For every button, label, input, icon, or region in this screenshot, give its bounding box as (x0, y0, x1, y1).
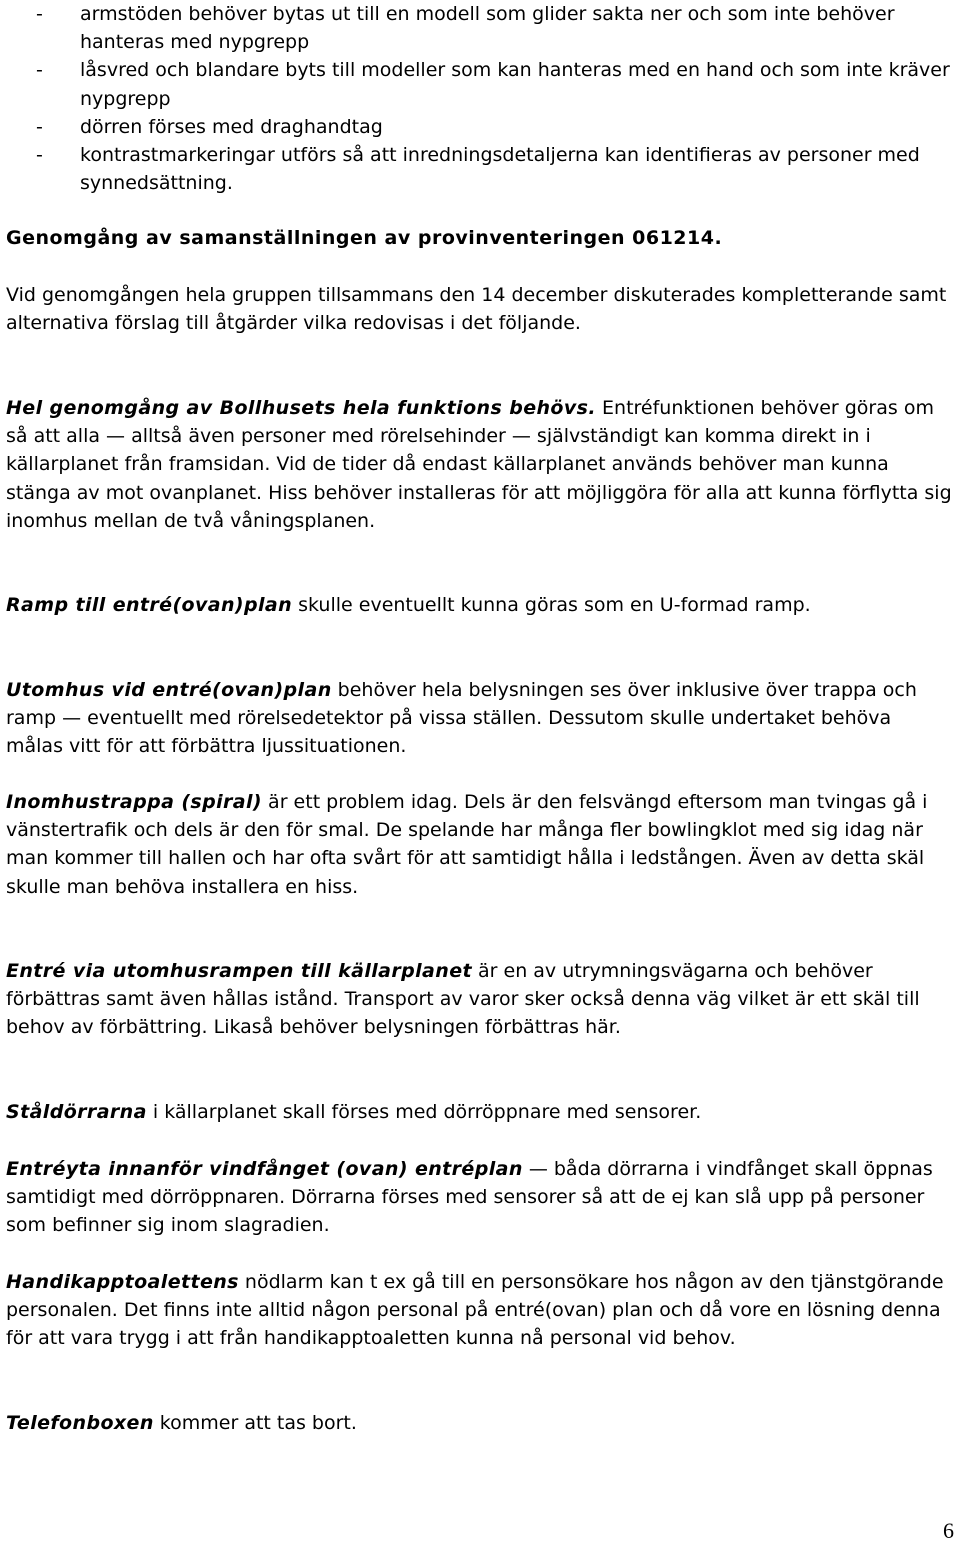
paragraph-body: är en av utrymningsvägarna och behöver förbättras samt även hållas istånd. Transport av varor sker också denna väg vilket är ett skäl till behov av förbättring. Likaså behöver belysningen förbättras här. (6, 960, 920, 1039)
paragraph-lead: Ståldörrarna (6, 1101, 147, 1123)
paragraph-body: behöver hela belysningen ses över inklusive över trappa och ramp — eventuellt med rörelsedetektor på vissa ställen. Dessutom skulle undertaket behöva målas vitt för att förbättra ljussituationen. (6, 679, 917, 758)
paragraph-body: skulle eventuellt kunna göras som en U-formad ramp. (292, 594, 811, 616)
list-item (6, 0, 956, 56)
intro-paragraph: Vid genomgången hela gruppen tillsammans den 14 december diskuterades kompletterande samt alternativa förslag till åtgärder vilka redovisas i det följande. (6, 284, 947, 335)
list-item (6, 113, 956, 141)
paragraph-body: nödlarm kan t ex gå till en personsökare hos någon av den tjänstgörande personalen. Det finns inte alltid någon personal på entré(ovan) plan och då vore en lösning denna för att vara trygg i att från handikapptoaletten kunna nå personal vid behov. (6, 1271, 944, 1350)
paragraph-lead: Entréyta innanför vindfånget (ovan) entréplan (6, 1158, 523, 1180)
paragraph-body: — båda dörrarna i vindfånget skall öppnas samtidigt med dörröppnaren. Dörrarna förses med sensorer så att de ej kan slå upp på personer som befinner sig inom slagradien. (6, 1158, 933, 1237)
paragraph-entrance-area (6, 1155, 954, 1240)
paragraph-outdoor-ramp (6, 957, 954, 1042)
paragraph-full-review (6, 394, 954, 535)
paragraph-lead: Handikapptoalettens (6, 1271, 239, 1293)
paragraph-ramp (6, 591, 954, 619)
paragraph-lead: Inomhustrappa (spiral) (6, 791, 263, 813)
paragraph-lead: Hel genomgång av Bollhusets hela funktions behövs. (6, 397, 596, 419)
paragraph-outdoor-lighting (6, 676, 954, 761)
list-item (6, 56, 956, 112)
bullet-dash: - (36, 115, 43, 138)
list-item (6, 141, 956, 197)
bullet-dash: - (36, 144, 43, 167)
paragraph-body: är ett problem idag. Dels är den felsvängd eftersom man tvingas gå i vänstertrafik och dels är den för smal. De spelande har många fler bowlingklot med sig idag när man kommer till hallen och har ofta svårt för att samtidigt hålla i ledstången. Även av detta skäl skulle man behöva installera en hiss. (6, 791, 928, 898)
bullet-text: kontrastmarkeringar utförs så att inredningsdetaljerna kan identifieras av personer med synnedsättning. (80, 144, 920, 195)
paragraph-body: Entréfunktionen behöver göras om så att alla — alltså även personer med rörelsehinder — självständigt kan komma direkt in i källarplanet från framsidan. Vid de tider då endast källarplanet används behöver man kunna stänga av mot ovanplanet. Hiss behöver installeras för att möjliggöra för alla att kunna förflytta sig inomhus mellan de två våningsplanen. (6, 397, 952, 532)
bullet-dash: - (36, 3, 43, 25)
paragraph-lead: Ramp till entré(ovan)plan (6, 594, 293, 616)
paragraph-accessible-toilet (6, 1268, 954, 1353)
paragraph-phone-booth (6, 1409, 954, 1437)
paragraph-lead: Telefonboxen (6, 1412, 154, 1434)
paragraph-spiral-stairs (6, 788, 954, 901)
bullet-dash: - (36, 59, 43, 82)
bullet-text: armstöden behöver bytas ut till en modell som glider sakta ner och som inte behöver hanteras med nypgrepp (80, 3, 895, 54)
paragraph-body: i källarplanet skall förses med dörröppnare med sensorer. (146, 1101, 702, 1123)
section-heading: Genomgång av samanställningen av provinventeringen 061214. (6, 227, 723, 249)
bullet-text: dörren förses med draghandtag (80, 115, 383, 138)
paragraph-steel-doors (6, 1098, 954, 1126)
paragraph-body: kommer att tas bort. (153, 1412, 357, 1434)
paragraph-lead: Entré via utomhusrampen till källarplanet (6, 960, 472, 982)
paragraph-lead: Utomhus vid entré(ovan)plan (6, 679, 332, 701)
bullet-text: låsvred och blandare byts till modeller som kan hanteras med en hand och som inte kräver nypgrepp (80, 59, 950, 110)
page-number: 6 (943, 1518, 954, 1543)
bullet-list (6, 0, 956, 197)
